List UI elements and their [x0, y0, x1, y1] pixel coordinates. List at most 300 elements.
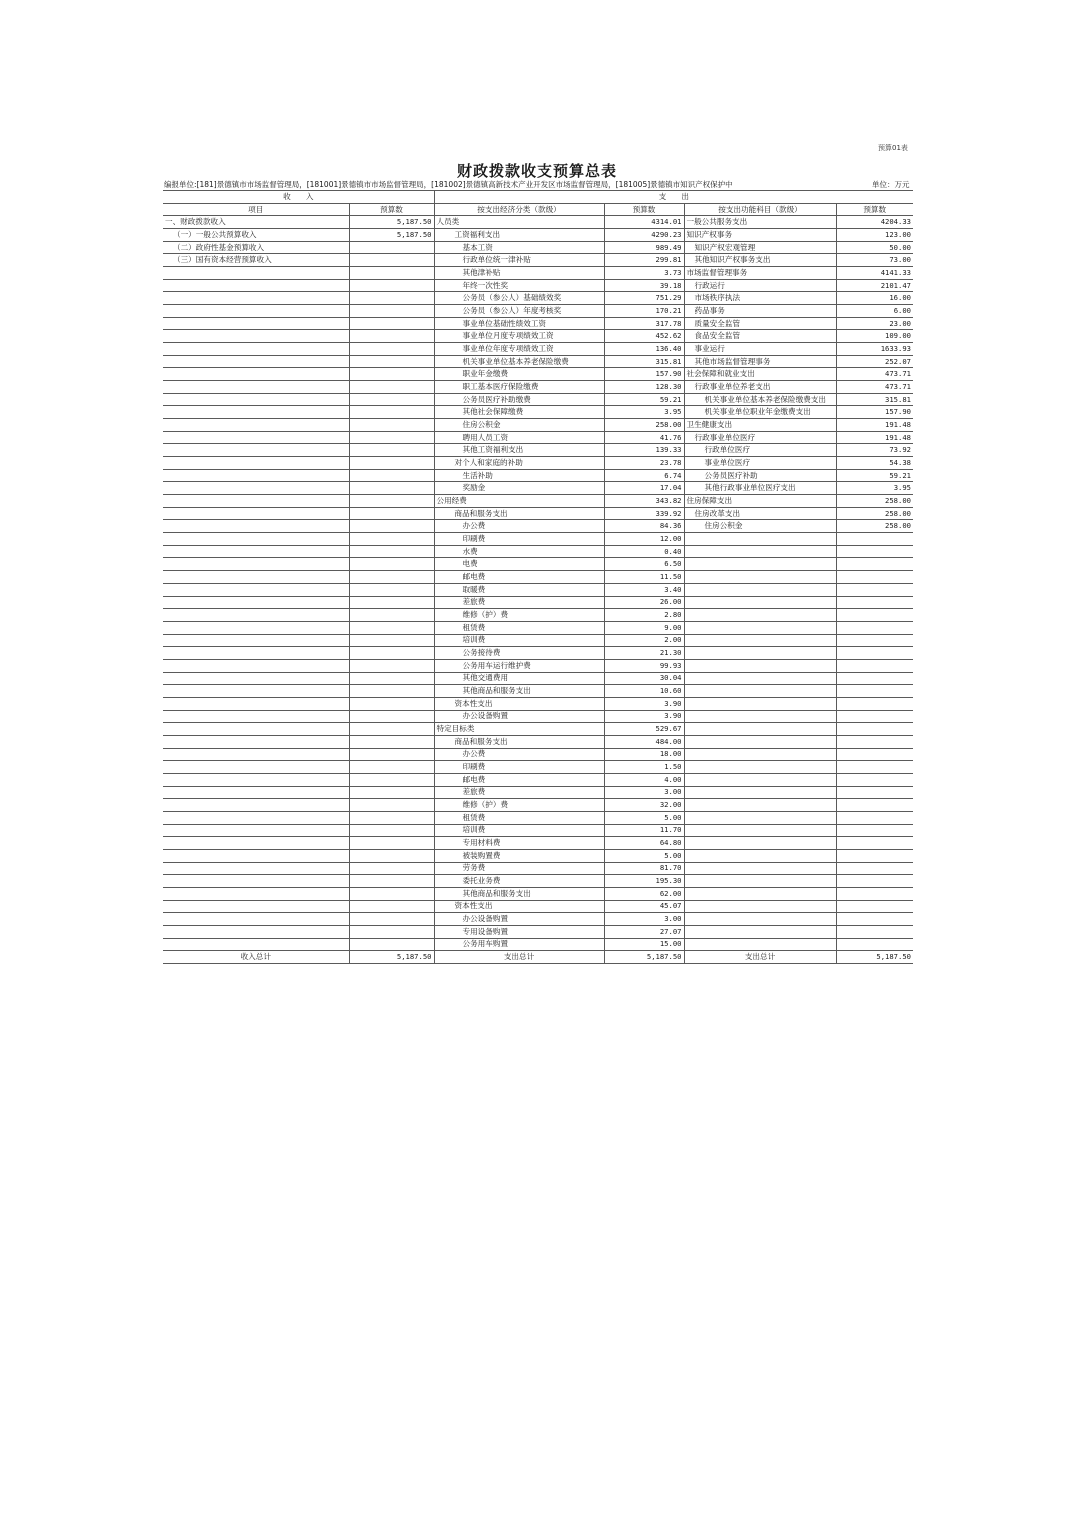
- func-budget-cell: [836, 887, 913, 900]
- income-item-cell: [163, 697, 349, 710]
- income-item-cell: [163, 925, 349, 938]
- econ-budget-cell: 315.81: [604, 355, 684, 368]
- income-budget-cell: [349, 849, 434, 862]
- func-item-cell: [684, 748, 836, 761]
- econ-budget-cell: 3.00: [604, 913, 684, 926]
- func-budget-cell: [836, 735, 913, 748]
- econ-budget-cell: 3.00: [604, 786, 684, 799]
- func-item-cell: 行政运行: [684, 279, 836, 292]
- table-row: [163, 672, 913, 685]
- func-item-cell: [684, 685, 836, 698]
- income-item-cell: [163, 672, 349, 685]
- econ-budget-cell: 136.40: [604, 343, 684, 356]
- econ-item-cell: 其他交通费用: [434, 672, 604, 685]
- func-item-cell: 机关事业单位基本养老保险缴费支出: [684, 393, 836, 406]
- income-budget-cell: [349, 254, 434, 267]
- econ-budget-cell: 15.00: [604, 938, 684, 951]
- econ-item-cell: 取暖费: [434, 583, 604, 596]
- func-item-cell: 行政事业单位医疗: [684, 431, 836, 444]
- income-budget-cell: [349, 292, 434, 305]
- col-header-func: 按支出功能科目（款级）: [684, 203, 836, 216]
- func-item-cell: [684, 571, 836, 584]
- income-budget-cell: [349, 837, 434, 850]
- income-item-cell: [163, 685, 349, 698]
- income-budget-cell: [349, 381, 434, 394]
- table-row: [163, 710, 913, 723]
- econ-budget-cell: 11.50: [604, 571, 684, 584]
- income-budget-cell: [349, 583, 434, 596]
- income-item-cell: [163, 545, 349, 558]
- table-row: [163, 444, 913, 457]
- econ-item-cell: 职工基本医疗保险缴费: [434, 381, 604, 394]
- econ-item-cell: 公务接待费: [434, 647, 604, 660]
- econ-item-cell: 委托业务费: [434, 875, 604, 888]
- form-number: 预算01表: [878, 144, 908, 152]
- income-item-cell: [163, 457, 349, 470]
- func-item-cell: 知识产权事务: [684, 229, 836, 242]
- func-item-cell: [684, 609, 836, 622]
- table-row: [163, 685, 913, 698]
- income-item-cell: [163, 279, 349, 292]
- func-item-cell: 住房改革支出: [684, 507, 836, 520]
- econ-budget-cell: 529.67: [604, 723, 684, 736]
- econ-item-cell: 公务员（参公人）基础绩效奖: [434, 292, 604, 305]
- table-row: [163, 938, 913, 951]
- func-budget-cell: 54.38: [836, 457, 913, 470]
- econ-budget-cell: 3.73: [604, 267, 684, 280]
- func-item-cell: [684, 862, 836, 875]
- table-row: [163, 634, 913, 647]
- econ-budget-cell: 751.29: [604, 292, 684, 305]
- func-item-cell: [684, 761, 836, 774]
- econ-item-cell: 办公费: [434, 748, 604, 761]
- table-row: [163, 267, 913, 280]
- econ-budget-cell: 3.40: [604, 583, 684, 596]
- income-item-cell: [163, 735, 349, 748]
- func-item-cell: [684, 913, 836, 926]
- func-budget-cell: 2101.47: [836, 279, 913, 292]
- econ-item-cell: 租赁费: [434, 621, 604, 634]
- func-item-cell: 公务员医疗补助: [684, 469, 836, 482]
- income-item-cell: [163, 596, 349, 609]
- income-item-cell: [163, 507, 349, 520]
- func-budget-cell: 258.00: [836, 520, 913, 533]
- econ-item-cell: 公务员（参公人）年度考核奖: [434, 305, 604, 318]
- income-budget-cell: [349, 621, 434, 634]
- table-row: [163, 229, 913, 242]
- income-budget-cell: [349, 507, 434, 520]
- header-row-columns: [163, 203, 913, 216]
- income-budget-cell: [349, 343, 434, 356]
- func-item-cell: 其他市场监督管理事务: [684, 355, 836, 368]
- econ-item-cell: 差旅费: [434, 596, 604, 609]
- func-item-cell: 住房公积金: [684, 520, 836, 533]
- table-row: [163, 925, 913, 938]
- func-budget-cell: [836, 837, 913, 850]
- econ-item-cell: 劳务费: [434, 862, 604, 875]
- income-budget-cell: [349, 457, 434, 470]
- func-budget-cell: [836, 811, 913, 824]
- income-budget-cell: [349, 444, 434, 457]
- econ-budget-cell: 2.80: [604, 609, 684, 622]
- econ-item-cell: 其他工资福利支出: [434, 444, 604, 457]
- func-budget-cell: [836, 634, 913, 647]
- econ-budget-cell: 17.04: [604, 482, 684, 495]
- econ-budget-cell: 2.00: [604, 634, 684, 647]
- table-row: [163, 900, 913, 913]
- econ-budget-cell: 1.50: [604, 761, 684, 774]
- income-budget-cell: [349, 317, 434, 330]
- income-budget-cell: [349, 469, 434, 482]
- income-item-cell: （三）国有资本经营预算收入: [163, 254, 349, 267]
- income-item-cell: [163, 381, 349, 394]
- income-item-cell: [163, 647, 349, 660]
- income-budget-cell: [349, 330, 434, 343]
- reporting-unit: 编报单位:[181]景德镇市市场监督管理局，[181001]景德镇市市场监督管理局，[181002]景德镇高新技术产业开发区市场监督管理局，[181005]景德镇市知识产权保护中: [164, 180, 733, 189]
- table-row: [163, 279, 913, 292]
- income-budget-cell: [349, 685, 434, 698]
- page-title: 财政拨款收支预算总表: [456, 162, 617, 180]
- income-section-header: 收 入: [163, 191, 434, 204]
- income-item-cell: [163, 305, 349, 318]
- func-item-cell: [684, 773, 836, 786]
- table-row: [163, 241, 913, 254]
- income-item-cell: [163, 875, 349, 888]
- econ-item-cell: 差旅费: [434, 786, 604, 799]
- func-item-cell: [684, 659, 836, 672]
- econ-item-cell: 租赁费: [434, 811, 604, 824]
- table-row: [163, 609, 913, 622]
- expense-section-header: 支 出: [434, 191, 913, 204]
- econ-budget-cell: 9.00: [604, 621, 684, 634]
- func-item-cell: [684, 710, 836, 723]
- econ-item-cell: 邮电费: [434, 571, 604, 584]
- table-row: [163, 621, 913, 634]
- func-budget-cell: 23.00: [836, 317, 913, 330]
- table-row: [163, 596, 913, 609]
- func-item-cell: [684, 621, 836, 634]
- econ-budget-cell: 84.36: [604, 520, 684, 533]
- func-budget-cell: [836, 558, 913, 571]
- func-budget-cell: [836, 786, 913, 799]
- table-row: [163, 824, 913, 837]
- table-row: [163, 811, 913, 824]
- func-budget-cell: [836, 659, 913, 672]
- table-row: [163, 875, 913, 888]
- income-budget-cell: [349, 875, 434, 888]
- table-row: [163, 913, 913, 926]
- income-item-cell: [163, 799, 349, 812]
- income-budget-cell: [349, 799, 434, 812]
- income-budget-cell: [349, 533, 434, 546]
- econ-item-cell: 事业单位年度专项绩效工资: [434, 343, 604, 356]
- econ-item-cell: 其他商品和服务支出: [434, 685, 604, 698]
- func-item-cell: [684, 558, 836, 571]
- table-row: [163, 723, 913, 736]
- income-item-cell: [163, 634, 349, 647]
- income-budget-cell: 5,187.50: [349, 229, 434, 242]
- func-item-cell: [684, 849, 836, 862]
- table-row: [163, 368, 913, 381]
- econ-budget-cell: 195.30: [604, 875, 684, 888]
- income-budget-cell: [349, 431, 434, 444]
- func-item-cell: [684, 824, 836, 837]
- income-item-cell: [163, 368, 349, 381]
- econ-item-cell: 工资福利支出: [434, 229, 604, 242]
- econ-budget-cell: 157.90: [604, 368, 684, 381]
- income-item-cell: [163, 558, 349, 571]
- income-item-cell: [163, 887, 349, 900]
- func-budget-cell: [836, 723, 913, 736]
- func-item-cell: 食品安全监管: [684, 330, 836, 343]
- econ-item-cell: 专用设备购置: [434, 925, 604, 938]
- func-item-cell: [684, 938, 836, 951]
- econ-budget-cell: 45.07: [604, 900, 684, 913]
- econ-item-cell: 其他津补贴: [434, 267, 604, 280]
- func-budget-cell: [836, 799, 913, 812]
- func-budget-cell: 252.07: [836, 355, 913, 368]
- func-budget-cell: [836, 609, 913, 622]
- func-item-cell: 知识产权宏观管理: [684, 241, 836, 254]
- table-row: [163, 254, 913, 267]
- econ-budget-cell: 30.04: [604, 672, 684, 685]
- func-budget-cell: 73.00: [836, 254, 913, 267]
- table-row: [163, 735, 913, 748]
- table-row: [163, 469, 913, 482]
- table-row: [163, 482, 913, 495]
- func-item-cell: 一般公共服务支出: [684, 216, 836, 229]
- func-budget-cell: 258.00: [836, 495, 913, 508]
- func-item-cell: [684, 634, 836, 647]
- func-budget-cell: 315.81: [836, 393, 913, 406]
- func-budget-cell: [836, 925, 913, 938]
- income-total-value: 5,187.50: [349, 951, 434, 964]
- income-budget-cell: [349, 267, 434, 280]
- income-budget-cell: [349, 900, 434, 913]
- income-item-cell: [163, 292, 349, 305]
- econ-item-cell: 公用经费: [434, 495, 604, 508]
- header-row-sections: [163, 191, 913, 204]
- income-budget-cell: [349, 596, 434, 609]
- income-item-cell: [163, 393, 349, 406]
- func-budget-cell: [836, 849, 913, 862]
- func-item-cell: 质量安全监管: [684, 317, 836, 330]
- econ-budget-cell: 128.30: [604, 381, 684, 394]
- func-item-cell: 药品事务: [684, 305, 836, 318]
- table-row: [163, 799, 913, 812]
- econ-item-cell: 专用材料费: [434, 837, 604, 850]
- econ-item-cell: 其他商品和服务支出: [434, 887, 604, 900]
- econ-item-cell: 事业单位基础性绩效工资: [434, 317, 604, 330]
- income-item-cell: [163, 659, 349, 672]
- econ-item-cell: 资本性支出: [434, 900, 604, 913]
- func-item-cell: 社会保障和就业支出: [684, 368, 836, 381]
- income-item-cell: [163, 469, 349, 482]
- income-item-cell: [163, 609, 349, 622]
- table-row: [163, 761, 913, 774]
- func-item-cell: [684, 887, 836, 900]
- table-row: [163, 381, 913, 394]
- func-budget-cell: [836, 773, 913, 786]
- econ-budget-cell: 299.81: [604, 254, 684, 267]
- econ-item-cell: 对个人和家庭的补助: [434, 457, 604, 470]
- table-row: [163, 495, 913, 508]
- income-item-cell: [163, 938, 349, 951]
- func-budget-cell: [836, 697, 913, 710]
- econ-budget-cell: 4.00: [604, 773, 684, 786]
- func-budget-cell: [836, 900, 913, 913]
- econ-budget-cell: 21.30: [604, 647, 684, 660]
- econ-budget-cell: 317.78: [604, 317, 684, 330]
- econ-budget-cell: 64.80: [604, 837, 684, 850]
- econ-budget-cell: 6.50: [604, 558, 684, 571]
- income-budget-cell: [349, 786, 434, 799]
- econ-item-cell: 其他社会保障缴费: [434, 406, 604, 419]
- income-budget-cell: [349, 672, 434, 685]
- econ-budget-cell: 26.00: [604, 596, 684, 609]
- econ-budget-cell: 81.70: [604, 862, 684, 875]
- income-budget-cell: [349, 482, 434, 495]
- income-budget-cell: [349, 735, 434, 748]
- income-budget-cell: [349, 761, 434, 774]
- func-item-cell: 市场秩序执法: [684, 292, 836, 305]
- econ-item-cell: 生活补助: [434, 469, 604, 482]
- table-row: [163, 647, 913, 660]
- income-item-cell: [163, 748, 349, 761]
- income-budget-cell: [349, 355, 434, 368]
- table-row: [163, 457, 913, 470]
- econ-budget-cell: 484.00: [604, 735, 684, 748]
- econ-budget-cell: 59.21: [604, 393, 684, 406]
- func-item-cell: [684, 799, 836, 812]
- econ-item-cell: 聘用人员工资: [434, 431, 604, 444]
- func-budget-cell: [836, 710, 913, 723]
- func-item-cell: [684, 786, 836, 799]
- col-header-func-budget: 预算数: [836, 203, 913, 216]
- table-row: [163, 343, 913, 356]
- econ-item-cell: 印刷费: [434, 533, 604, 546]
- income-item-cell: [163, 710, 349, 723]
- income-budget-cell: [349, 558, 434, 571]
- econ-item-cell: 水费: [434, 545, 604, 558]
- econ-item-cell: 住房公积金: [434, 419, 604, 432]
- func-item-cell: [684, 811, 836, 824]
- econ-budget-cell: 989.49: [604, 241, 684, 254]
- table-row: [163, 837, 913, 850]
- econ-budget-cell: 32.00: [604, 799, 684, 812]
- econ-item-cell: 培训费: [434, 824, 604, 837]
- func-budget-cell: [836, 824, 913, 837]
- income-item-cell: [163, 406, 349, 419]
- income-item-cell: [163, 723, 349, 736]
- econ-item-cell: 公务用车购置: [434, 938, 604, 951]
- income-item-cell: [163, 811, 349, 824]
- econ-item-cell: 办公设备购置: [434, 913, 604, 926]
- econ-budget-cell: 11.70: [604, 824, 684, 837]
- econ-budget-cell: 258.00: [604, 419, 684, 432]
- income-budget-cell: [349, 520, 434, 533]
- table-row: [163, 533, 913, 546]
- func-item-cell: 其他知识产权事务支出: [684, 254, 836, 267]
- econ-item-cell: 商品和服务支出: [434, 507, 604, 520]
- income-item-cell: [163, 355, 349, 368]
- income-budget-cell: [349, 925, 434, 938]
- income-budget-cell: [349, 824, 434, 837]
- table-row: [163, 406, 913, 419]
- func-total-value: 5,187.50: [836, 951, 913, 964]
- col-header-econ: 按支出经济分类（款级）: [434, 203, 604, 216]
- econ-item-cell: 资本性支出: [434, 697, 604, 710]
- func-budget-cell: 4204.33: [836, 216, 913, 229]
- func-budget-cell: 73.92: [836, 444, 913, 457]
- income-budget-cell: [349, 723, 434, 736]
- econ-item-cell: 维修（护）费: [434, 609, 604, 622]
- econ-budget-cell: 99.93: [604, 659, 684, 672]
- income-item-cell: [163, 849, 349, 862]
- func-budget-cell: [836, 938, 913, 951]
- table-row: [163, 305, 913, 318]
- econ-item-cell: 人员类: [434, 216, 604, 229]
- econ-item-cell: 奖励金: [434, 482, 604, 495]
- func-item-cell: [684, 583, 836, 596]
- table-row: [163, 545, 913, 558]
- col-header-item: 项目: [163, 203, 349, 216]
- func-budget-cell: [836, 545, 913, 558]
- func-item-cell: 其他行政事业单位医疗支出: [684, 482, 836, 495]
- econ-item-cell: 机关事业单位基本养老保险缴费: [434, 355, 604, 368]
- econ-item-cell: 电费: [434, 558, 604, 571]
- income-item-cell: [163, 913, 349, 926]
- table-row: [163, 355, 913, 368]
- table-row: [163, 748, 913, 761]
- table-row: [163, 419, 913, 432]
- income-budget-cell: [349, 305, 434, 318]
- func-item-cell: [684, 533, 836, 546]
- expense-total-value: 5,187.50: [604, 951, 684, 964]
- func-budget-cell: [836, 748, 913, 761]
- func-budget-cell: 157.90: [836, 406, 913, 419]
- func-budget-cell: 258.00: [836, 507, 913, 520]
- func-budget-cell: [836, 862, 913, 875]
- econ-budget-cell: 6.74: [604, 469, 684, 482]
- func-budget-cell: 191.48: [836, 431, 913, 444]
- income-item-cell: 一、财政拨款收入: [163, 216, 349, 229]
- econ-budget-cell: 4290.23: [604, 229, 684, 242]
- func-budget-cell: [836, 571, 913, 584]
- col-header-econ-budget: 预算数: [604, 203, 684, 216]
- func-budget-cell: 1633.93: [836, 343, 913, 356]
- func-item-cell: 事业运行: [684, 343, 836, 356]
- econ-item-cell: 维修（护）费: [434, 799, 604, 812]
- table-row: [163, 773, 913, 786]
- currency-unit: 单位：万元: [872, 180, 910, 189]
- income-budget-cell: [349, 913, 434, 926]
- func-item-cell: [684, 647, 836, 660]
- econ-budget-cell: 27.07: [604, 925, 684, 938]
- econ-budget-cell: 23.78: [604, 457, 684, 470]
- func-budget-cell: 4141.33: [836, 267, 913, 280]
- func-item-cell: [684, 672, 836, 685]
- income-budget-cell: [349, 748, 434, 761]
- func-budget-cell: 109.00: [836, 330, 913, 343]
- econ-budget-cell: 62.00: [604, 887, 684, 900]
- income-budget-cell: [349, 887, 434, 900]
- econ-budget-cell: 3.95: [604, 406, 684, 419]
- func-item-cell: [684, 900, 836, 913]
- econ-item-cell: 年终一次性奖: [434, 279, 604, 292]
- income-item-cell: [163, 571, 349, 584]
- table-row: [163, 431, 913, 444]
